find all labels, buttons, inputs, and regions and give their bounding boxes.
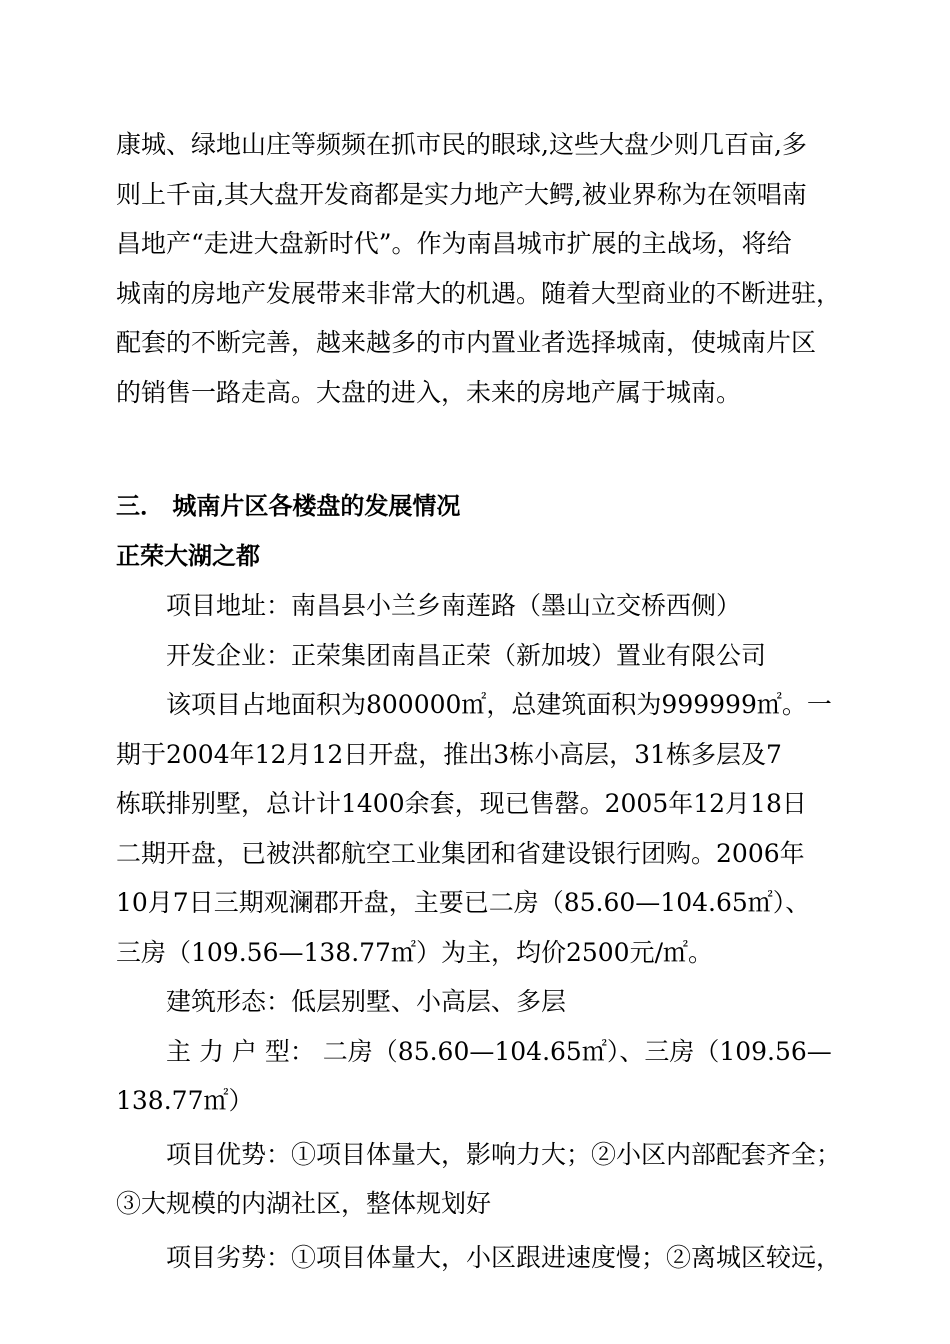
- text-line: 主 力 户 型： 二房（85.60—104.65㎡）、三房（109.56—: [166, 1036, 832, 1066]
- text-line: 该项目占地面积为800000㎡，总建筑面积为999999㎡。一: [166, 690, 832, 719]
- spacer: [116, 417, 836, 482]
- text-line: 则上千亩,其大盘开发商都是实力地产大鳄,被业界称为在领唱南: [116, 179, 807, 209]
- text-line: 项目劣势：①项目体量大，小区跟进速度慢；②离城区较远，: [166, 1242, 842, 1272]
- text-line: 10月7日三期观澜郡开盘，主要已二房（85.60—104.65㎡）、: [116, 888, 811, 917]
- project-address: 项目地址：南昌县小兰乡南莲路（墨山立交桥西侧）: [166, 591, 742, 620]
- text-line: 138.77㎡）: [116, 1086, 254, 1115]
- text-line: 二期开盘，已被洪都航空工业集团和省建设银行团购。2006年: [116, 838, 805, 868]
- building-form: 建筑形态：低层别墅、小高层、多层: [166, 987, 567, 1016]
- text-line: 配套的不断完善，越来越多的市内置业者选择城南，使城南片区: [116, 328, 817, 357]
- text-line: 城南的房地产发展带来非常大的机遇。随着大型商业的不断进驻，: [116, 278, 842, 308]
- project-description: [116, 680, 836, 977]
- text-line: 的销售一路走高。大盘的进入，未来的房地产属于城南。: [116, 377, 742, 407]
- project-advantages: [116, 1130, 842, 1229]
- intro-paragraph: [116, 120, 842, 417]
- document-page: [116, 120, 842, 1282]
- text-line: 期于2004年12月12日开盘，推出3栋小高层，31栋多层及7: [116, 739, 782, 769]
- project-developer: 开发企业：正荣集团南昌正荣（新加坡）置业有限公司: [166, 640, 767, 670]
- project-name: 正荣大湖之都: [116, 541, 260, 570]
- text-line: 康城、绿地山庄等频频在抓市民的眼球,这些大盘少则几百亩,多: [116, 130, 807, 159]
- unit-types: [116, 1027, 836, 1126]
- section-heading: 三． 城南片区各楼盘的发展情况: [116, 492, 461, 520]
- text-line: 昌地产“走进大盘新时代”。作为南昌城市扩展的主战场，将给: [116, 229, 792, 258]
- text-line: 三房（109.56—138.77㎡）为主，均价2500元/㎡。: [116, 937, 713, 967]
- text-line: 栋联排别墅，总计计1400余套，现已售罄。2005年12月18日: [116, 789, 807, 818]
- text-line: ③大规模的内湖社区，整体规划好: [116, 1189, 492, 1218]
- text-line: 项目优势：①项目体量大，影响力大；②小区内部配套齐全；: [166, 1139, 842, 1169]
- project-disadvantages: [116, 1233, 842, 1283]
